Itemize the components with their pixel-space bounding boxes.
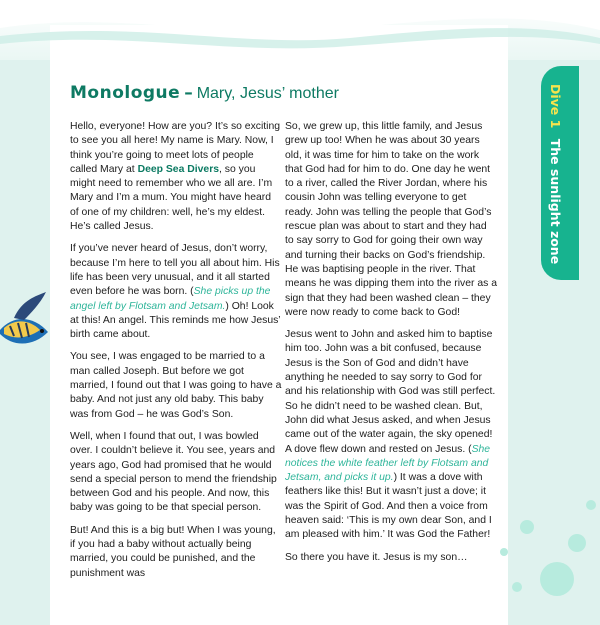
side-tab-label bbox=[548, 84, 563, 264]
paragraph: So there you have it. Jesus is my son… bbox=[285, 551, 468, 563]
bubble-decoration bbox=[540, 562, 574, 596]
column-right bbox=[285, 120, 497, 573]
zone-label: The sunlight zone bbox=[548, 138, 563, 265]
page-title bbox=[70, 83, 339, 103]
text-run: ) It was a dove with feathers like this! But it wasn’t just a dove; it was the Spirit of God. And then a voice from heaven said: ‘This is my own dear Son, and I am pleased with him.’ It was God the Father! bbox=[285, 472, 492, 541]
bubble-decoration bbox=[512, 582, 522, 592]
stage-direction: She picks up the angel left by Flotsam and Jetsam. bbox=[70, 286, 271, 312]
text-run: , so you might need to remember who we all are. I’m Mary and I’m a mum. You might have heard of one of my children: well, he’s my eldest. He’s called Jesus. bbox=[70, 163, 273, 233]
fish-illustration bbox=[0, 290, 52, 380]
text-run: Hello, everyone! How are you? It’s so exciting to see you all here! My name is Mary. Now, I think you’re going to meet lots of people called Mary at bbox=[70, 121, 281, 175]
dive-label: Dive 1 bbox=[548, 84, 563, 129]
bubble-decoration bbox=[586, 500, 596, 510]
paragraph bbox=[285, 328, 497, 542]
paragraph bbox=[70, 242, 282, 342]
column-left bbox=[70, 120, 282, 589]
bubble-decoration bbox=[500, 548, 508, 556]
paragraph bbox=[70, 120, 282, 234]
text-run: If you’ve never heard of Jesus, don’t worry, because I’m here to tell you all about him. His life has been very unusual, and it all started even before he was born. ( bbox=[70, 243, 280, 298]
stage-direction: She notices the white feather left by Flotsam and Jetsam, and picks it up. bbox=[285, 443, 491, 484]
title-main: Monologue bbox=[70, 83, 181, 103]
bubble-decoration bbox=[520, 520, 534, 534]
title-separator: – bbox=[184, 83, 193, 103]
text-run: ) Oh! Look at this! An angel. This reminds me how Jesus’ birth came about. bbox=[70, 300, 281, 341]
title-subtitle: Mary, Jesus’ mother bbox=[196, 85, 339, 102]
bubble-decoration bbox=[568, 534, 586, 552]
paragraph: You see, I was engaged to be married to a man called Joseph. But before we got married, I found out that I was going to have a baby. And not just any old baby. This baby was from God – he was God’s Son. bbox=[70, 351, 282, 420]
deep-sea-divers-highlight: Deep Sea Divers bbox=[137, 163, 220, 175]
paragraph: But! And this is a big but! When I was young, if you had a baby without actually being married, you could be punished, and the punishment was bbox=[70, 524, 276, 579]
wave-decoration bbox=[0, 0, 600, 80]
paragraph: So, we grew up, this little family, and Jesus grew up too! When he was about 30 years old, it was time for him to take on the work that God had for him to do. One day he went to a river, called the River Jordan, where his cousin John was telling everyone to get ready. John was telling the people that God’s rescue plan was about to start and they had to say sorry to God for going their own way and turning their backs on God’s friendship. He was baptising people in the river. That means he was dipping them into the river as a sign that they had been washed clean – they were now ready to come back to God! bbox=[285, 121, 497, 318]
text-run: Jesus went to John and asked him to baptise him too. John was a bit confused, because Jesus is the Son of God and didn’t have anything he needed to say sorry to God for and his relationship with God was still perfect. So he didn’t need to be washed clean. But, John did what Jesus asked, and when Jesus came out of the water again, the sky opened! A dove flew down and rested on Jesus. ( bbox=[285, 329, 496, 455]
paragraph: Well, when I found that out, I was bowled over. I couldn’t believe it. You see, years and years ago, God had promised that he would send a special person to mend the friendship between God and his people. And now, this baby was going to be that special person. bbox=[70, 430, 277, 514]
